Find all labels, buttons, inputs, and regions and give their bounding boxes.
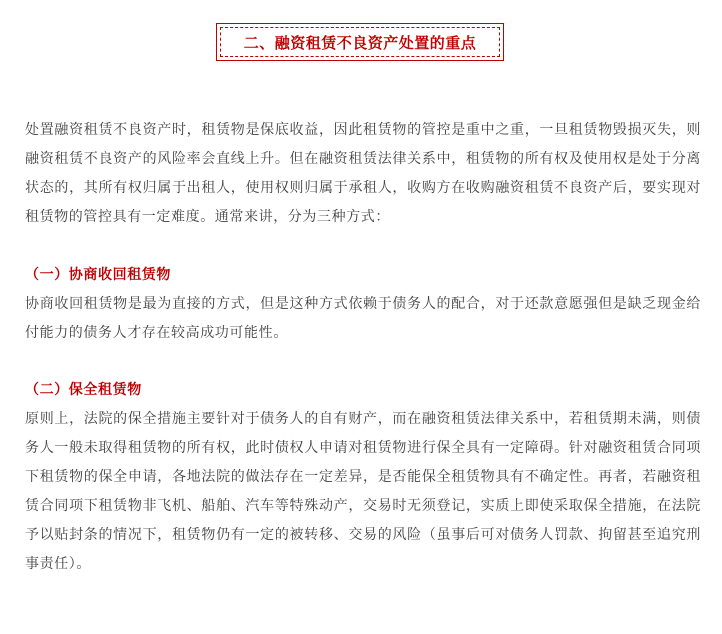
section-title-box (216, 23, 504, 61)
subheading-negotiate-recovery: （一）协商收回租赁物 (25, 267, 171, 283)
subheading-preserve-leased-asset: （二）保全租赁物 (25, 382, 142, 398)
paragraph-preserve-leased-asset: 原则上，法院的保全措施主要针对于债务人的自有财产，而在融资租赁法律关系中，若租赁期未满，则债务人一般未取得租赁物的所有权，此时债权人申请对租赁物进行保全具有一定障碍。针对融资租赁合同项下租赁物的保全申请，各地法院的做法存在一定差异，是否能保全租赁物具有不确定性。再者，若融资租赁合同项下租赁物非飞机、船舶、汽车等特殊动产，交易时无须登记，实质上即使采取保全措施，在法院予以贴封条的情况下，租赁物仍有一定的被转移、交易的风险（虽事后可对债务人罚款、拘留甚至追究刑事责任）。 (25, 411, 701, 572)
intro-paragraph: 处置融资租赁不良资产时，租赁物是保底收益，因此租赁物的管控是重中之重，一旦租赁物毁损灭失，则融资租赁不良资产的风险率会直线上升。但在融资租赁法律关系中，租赁物的所有权及使用权是处于分离状态的，其所有权归属于出租人，使用权则归属于承租人，收购方在收购融资租赁不良资产后，要实现对租赁物的管控具有一定难度。通常来讲，分为三种方式： (25, 122, 701, 225)
paragraph-negotiate-recovery: 协商收回租赁物是最为直接的方式，但是这种方式依赖于债务人的配合，对于还款意愿强但是缺乏现金给付能力的债务人才存在较高成功可能性。 (25, 296, 701, 341)
section-title: 二、融资租赁不良资产处置的重点 (220, 27, 500, 57)
article-body (25, 116, 701, 579)
